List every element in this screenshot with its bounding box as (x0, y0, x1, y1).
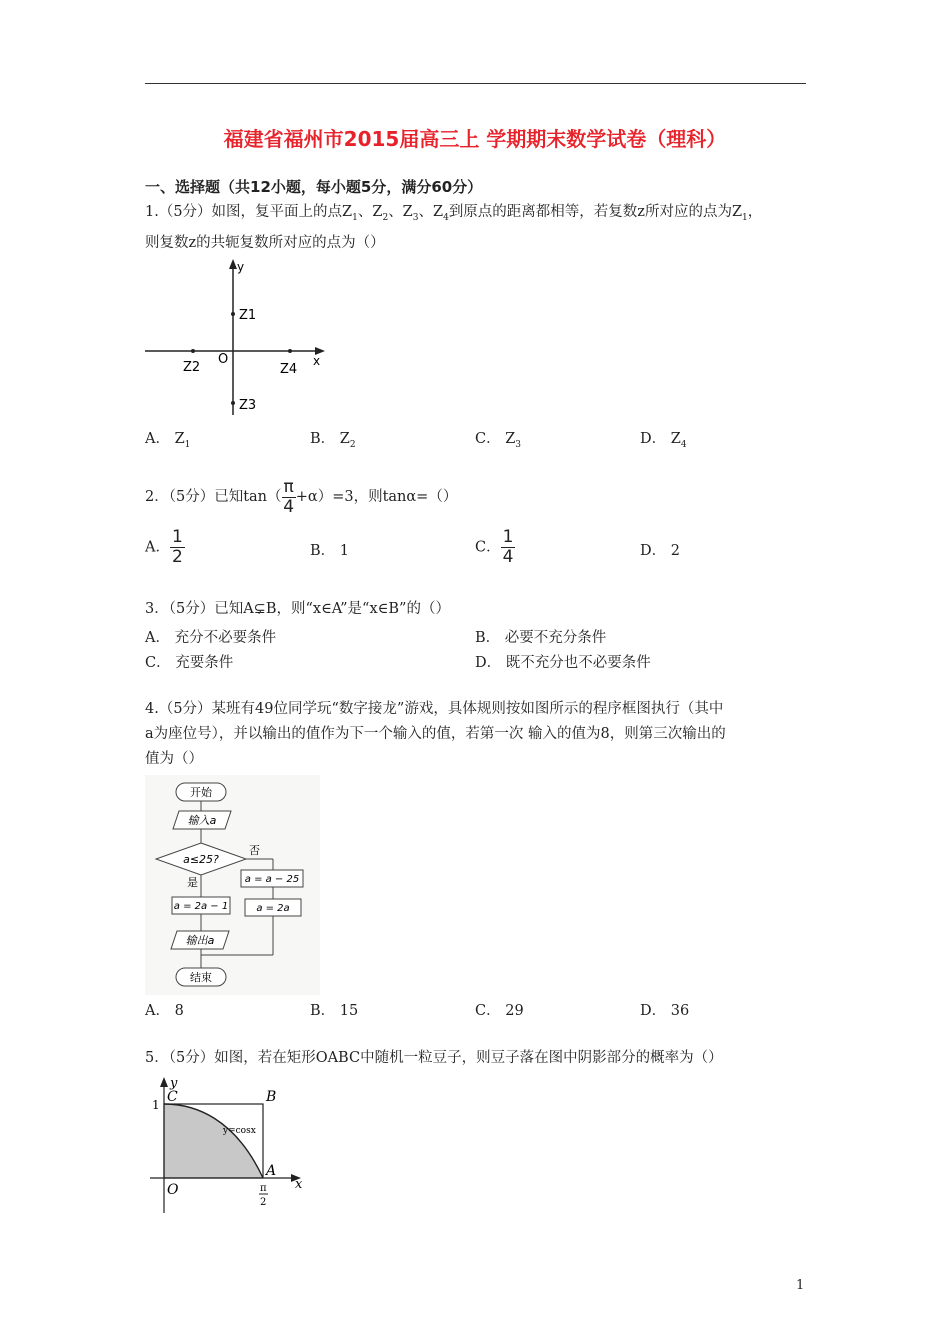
q1-text: 、Z (388, 204, 413, 220)
q2-option-b[interactable] (310, 539, 349, 560)
option-letter: A． (145, 539, 170, 556)
question-4-line-3: 值为（） (145, 751, 203, 767)
section-heading: 一、选择题（共12小题，每小题5分，满分60分） (145, 178, 483, 196)
flow-box-double-label: a = 2a (256, 903, 290, 914)
y-axis-label: y (237, 260, 245, 274)
cosine-area-figure (145, 1073, 310, 1218)
q3-option-d[interactable] (475, 651, 651, 672)
fraction-numerator: π (283, 476, 294, 497)
option-text: 15 (339, 1003, 359, 1019)
option-letter: D． (475, 655, 502, 671)
shaded-region (164, 1104, 263, 1178)
question-1-line-1 (145, 200, 762, 231)
y-axis-arrow (160, 1077, 168, 1087)
flow-input-label: 输入a (187, 814, 217, 827)
q1-option-d[interactable] (640, 427, 687, 450)
page-title: 福建省福州市2015届高三上 学期期末数学试卷（理科） (223, 127, 727, 151)
option-letter: A． (145, 1003, 170, 1019)
q2-option-d[interactable] (640, 539, 680, 560)
flow-no-label: 否 (249, 844, 260, 857)
option-letter: A． (145, 630, 170, 646)
point-z3 (231, 401, 235, 405)
q1-sub: 1 (742, 212, 748, 223)
option-letter: D． (640, 543, 667, 559)
q2-option-c[interactable] (475, 528, 515, 567)
header-rule (145, 83, 806, 84)
option-letter: B． (475, 630, 501, 646)
option-text: Z (174, 431, 185, 447)
flow-box-subtract-label: a = a − 25 (244, 874, 300, 885)
fraction-numerator: 1 (502, 527, 514, 547)
option-text: 充要条件 (175, 655, 234, 671)
label-z2: Z2 (183, 360, 201, 375)
q4-option-d[interactable] (640, 999, 689, 1020)
q1-text: 、Z (418, 204, 444, 220)
option-sub: 1 (184, 439, 191, 450)
q3-option-a[interactable] (145, 626, 276, 647)
option-text: 36 (670, 1003, 690, 1019)
option-text: 8 (174, 1003, 184, 1019)
q1-option-c[interactable] (475, 427, 521, 450)
q1-text: 1.（5分）如图，复平面上的点Z (145, 204, 353, 220)
point-z1 (231, 312, 235, 316)
flow-box-double-minus-one-label: a = 2a − 1 (173, 901, 229, 912)
origin-label: O (218, 352, 229, 367)
option-sub: 2 (349, 439, 356, 450)
pi-over-4-fraction (282, 478, 296, 517)
fraction-denominator: 4 (283, 496, 295, 517)
point-b-label: B (266, 1089, 277, 1105)
flow-end-label: 结束 (190, 971, 212, 984)
q1-text: ， (747, 204, 763, 220)
option-letter: B． (310, 1003, 336, 1019)
question-2 (145, 476, 457, 518)
q1-sub: 2 (382, 212, 389, 223)
x-tick-pi: π (260, 1183, 267, 1194)
q1-sub: 4 (443, 212, 449, 223)
x-axis-label: x (295, 1177, 303, 1192)
q2-text-before: 2．（5分）已知tan（ (145, 489, 282, 505)
flow-start-label: 开始 (190, 786, 212, 799)
q4-option-b[interactable] (310, 999, 358, 1020)
curve-label: y=cosx (223, 1126, 256, 1136)
q4-option-a[interactable] (145, 999, 184, 1020)
q2-option-a[interactable] (145, 528, 185, 567)
flow-condition-label: a≤25? (183, 853, 219, 866)
option-text: 29 (505, 1003, 524, 1019)
option-letter: D． (640, 1003, 667, 1019)
option-text: Z (339, 431, 350, 447)
q1-sub: 3 (412, 212, 419, 223)
question-4-line-1: 4.（5分）某班有49位同学玩“数字接龙”游戏，具体规则按如图所示的程序框图执行（其中 (145, 701, 724, 717)
y-tick-one: 1 (152, 1098, 160, 1112)
x-tick-two: 2 (260, 1197, 267, 1208)
page-number: 1 (796, 1278, 805, 1293)
q1-option-a[interactable] (145, 427, 190, 450)
option-letter: C． (475, 1003, 501, 1019)
option-text: 必要不充分条件 (504, 630, 607, 646)
option-letter: C． (475, 539, 501, 556)
option-sub: 3 (515, 439, 522, 450)
q4-option-c[interactable] (475, 999, 524, 1020)
option-text: 2 (670, 543, 680, 559)
fraction-denominator: 4 (502, 547, 514, 567)
option-text: 既不充分也不必要条件 (505, 655, 651, 671)
flow-yes-label: 是 (187, 876, 198, 889)
q3-option-b[interactable] (475, 626, 606, 647)
q2-text-after: +α）=3，则tanα=（） (295, 489, 458, 505)
option-fraction (501, 528, 516, 567)
point-z2 (191, 349, 195, 353)
label-z3: Z3 (239, 398, 257, 413)
question-1-line-2: 则复数z的共轭复数所对应的点为（） (145, 234, 385, 251)
question-5: 5．（5分）如图，若在矩形OABC中随机一粒豆子，则豆子落在图中阴影部分的概率为（） (145, 1050, 723, 1066)
option-sub: 4 (680, 439, 687, 450)
y-axis-label: y (170, 1076, 178, 1091)
label-z1: Z1 (239, 308, 257, 323)
option-letter: B． (310, 431, 336, 447)
option-fraction (170, 528, 185, 567)
q1-sub: 1 (352, 212, 358, 223)
origin-label: O (167, 1182, 179, 1198)
option-letter: C． (145, 655, 171, 671)
question-1 (145, 200, 762, 256)
point-a-label: A (266, 1163, 277, 1179)
q1-text: 、Z (357, 204, 383, 220)
q3-option-c[interactable] (145, 651, 233, 672)
option-text: Z (670, 431, 681, 447)
q1-option-b[interactable] (310, 427, 356, 450)
point-z4 (288, 349, 292, 353)
question-4 (145, 697, 726, 772)
question-4-line-2: a为座位号），并以输出的值作为下一个输入的值，若第一次 输入的值为8，则第三次输出的 (145, 726, 726, 742)
option-letter: B． (310, 543, 336, 559)
flow-output-label: 输出a (185, 934, 215, 947)
option-letter: C． (475, 431, 501, 447)
option-letter: D． (640, 431, 667, 447)
point-c-label: C (167, 1089, 178, 1105)
question-3: 3．（5分）已知A⊊B，则“x∈A”是“x∈B”的（） (145, 601, 450, 617)
complex-plane-figure (145, 255, 345, 417)
x-axis-label: x (313, 354, 321, 368)
option-text: 充分不必要条件 (174, 630, 277, 646)
q1-text: 到原点的距离都相等，若复数z所对应的点为Z (448, 204, 743, 220)
fraction-denominator: 2 (171, 547, 183, 567)
option-letter: A． (145, 431, 170, 447)
option-text: Z (505, 431, 516, 447)
flowchart-figure (145, 775, 320, 995)
fraction-numerator: 1 (171, 527, 183, 547)
option-text: 1 (339, 543, 349, 559)
y-axis-arrow (229, 259, 237, 269)
label-z4: Z4 (280, 362, 298, 377)
